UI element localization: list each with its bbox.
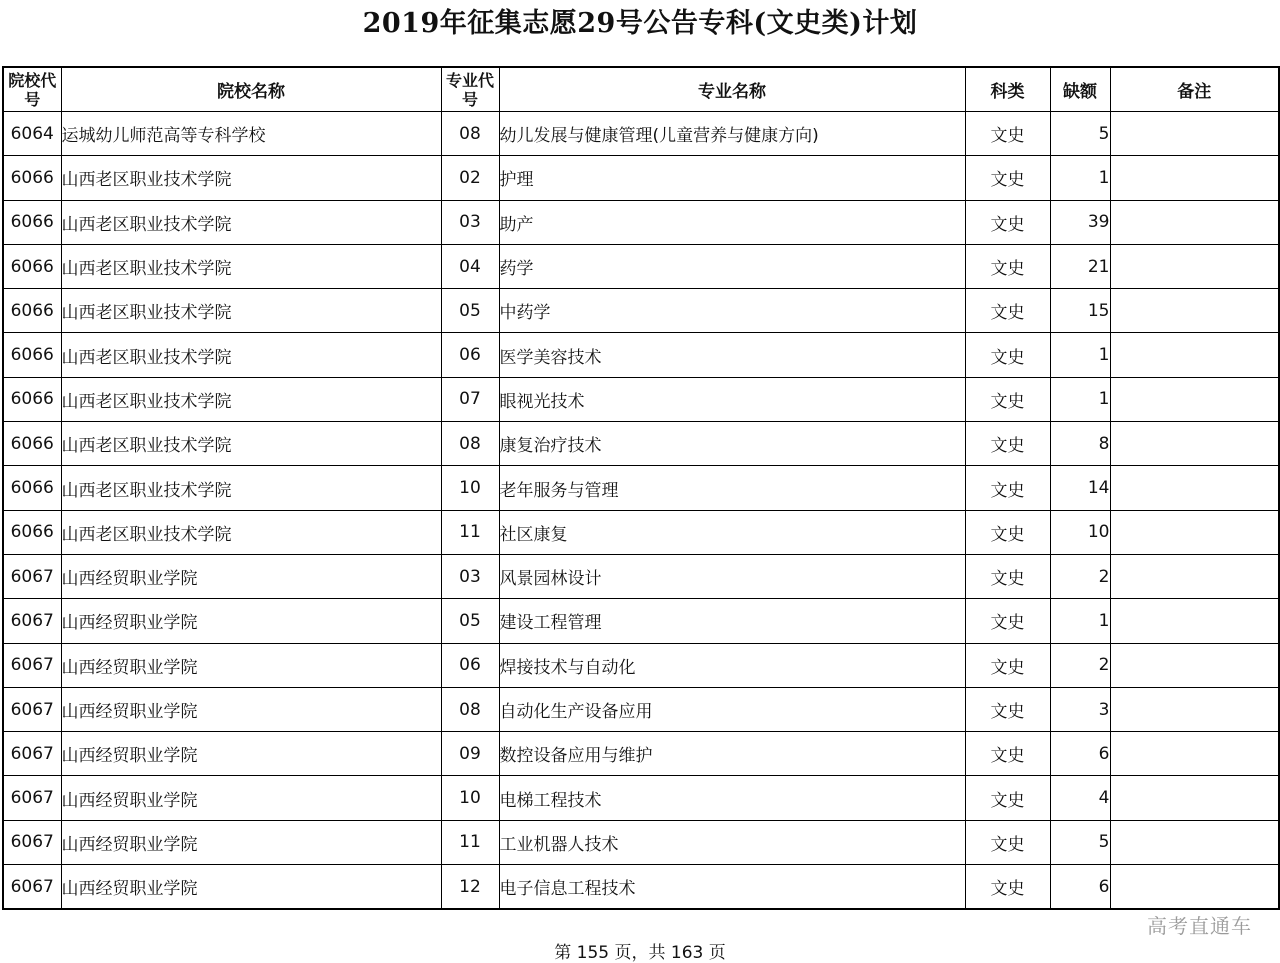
school-code-cell: 6067 xyxy=(3,643,61,687)
major-code-cell: 06 xyxy=(441,643,499,687)
school-code-cell: 6067 xyxy=(3,687,61,731)
school-code-cell: 6067 xyxy=(3,732,61,776)
major-code-cell: 04 xyxy=(441,244,499,288)
school-code-cell: 6067 xyxy=(3,865,61,910)
major-name-cell: 电子信息工程技术 xyxy=(499,865,965,910)
category-cell: 文史 xyxy=(965,554,1050,598)
school-code-cell: 6066 xyxy=(3,200,61,244)
school-code-cell: 6066 xyxy=(3,289,61,333)
category-cell: 文史 xyxy=(965,865,1050,910)
remarks-cell xyxy=(1110,244,1279,288)
major-name-cell: 幼儿发展与健康管理(儿童营养与健康方向) xyxy=(499,112,965,156)
school-name-cell: 山西经贸职业学院 xyxy=(61,599,441,643)
school-name-cell: 山西老区职业技术学院 xyxy=(61,244,441,288)
major-name-cell: 焊接技术与自动化 xyxy=(499,643,965,687)
school-name-cell: 山西老区职业技术学院 xyxy=(61,422,441,466)
header-major-code: 专业代号 xyxy=(441,67,499,112)
table-row xyxy=(3,244,1279,288)
school-code-cell: 6066 xyxy=(3,244,61,288)
school-name-cell: 山西经贸职业学院 xyxy=(61,554,441,598)
category-cell: 文史 xyxy=(965,687,1050,731)
quota-cell: 2 xyxy=(1050,554,1110,598)
page-title: 2019年征集志愿29号公告专科(文史类)计划 xyxy=(362,8,918,39)
quota-cell: 1 xyxy=(1050,377,1110,421)
quota-cell: 1 xyxy=(1050,156,1110,200)
school-code-cell: 6064 xyxy=(3,112,61,156)
quota-cell: 21 xyxy=(1050,244,1110,288)
quota-cell: 6 xyxy=(1050,732,1110,776)
major-name-cell: 康复治疗技术 xyxy=(499,422,965,466)
school-name-cell: 山西老区职业技术学院 xyxy=(61,333,441,377)
major-name-cell: 社区康复 xyxy=(499,510,965,554)
quota-cell: 8 xyxy=(1050,422,1110,466)
table-row xyxy=(3,732,1279,776)
remarks-cell xyxy=(1110,333,1279,377)
school-code-cell: 6067 xyxy=(3,776,61,820)
major-code-cell: 08 xyxy=(441,112,499,156)
category-cell: 文史 xyxy=(965,732,1050,776)
watermark-text: 高考直通车 xyxy=(1147,914,1252,938)
table-row xyxy=(3,333,1279,377)
major-name-cell: 自动化生产设备应用 xyxy=(499,687,965,731)
category-cell: 文史 xyxy=(965,466,1050,510)
remarks-cell xyxy=(1110,776,1279,820)
category-cell: 文史 xyxy=(965,510,1050,554)
school-name-cell: 山西老区职业技术学院 xyxy=(61,156,441,200)
major-name-cell: 建设工程管理 xyxy=(499,599,965,643)
table-row xyxy=(3,599,1279,643)
major-code-cell: 12 xyxy=(441,865,499,910)
major-code-cell: 09 xyxy=(441,732,499,776)
remarks-cell xyxy=(1110,510,1279,554)
category-cell: 文史 xyxy=(965,776,1050,820)
major-code-cell: 05 xyxy=(441,599,499,643)
category-cell: 文史 xyxy=(965,333,1050,377)
major-name-cell: 数控设备应用与维护 xyxy=(499,732,965,776)
quota-cell: 14 xyxy=(1050,466,1110,510)
school-code-cell: 6067 xyxy=(3,599,61,643)
remarks-cell xyxy=(1110,599,1279,643)
school-code-cell: 6066 xyxy=(3,422,61,466)
school-code-cell: 6066 xyxy=(3,466,61,510)
category-cell: 文史 xyxy=(965,156,1050,200)
school-code-cell: 6067 xyxy=(3,820,61,864)
header-remarks: 备注 xyxy=(1110,67,1279,112)
school-code-cell: 6066 xyxy=(3,333,61,377)
school-name-cell: 山西老区职业技术学院 xyxy=(61,289,441,333)
table-row xyxy=(3,865,1279,910)
school-name-cell: 山西老区职业技术学院 xyxy=(61,377,441,421)
remarks-cell xyxy=(1110,466,1279,510)
remarks-cell xyxy=(1110,200,1279,244)
school-code-cell: 6066 xyxy=(3,156,61,200)
school-name-cell: 山西经贸职业学院 xyxy=(61,687,441,731)
major-code-cell: 10 xyxy=(441,466,499,510)
major-code-cell: 05 xyxy=(441,289,499,333)
school-code-cell: 6066 xyxy=(3,510,61,554)
page-footer: 第 155 页，共 163 页 xyxy=(554,943,726,963)
header-school-name: 院校名称 xyxy=(61,67,441,112)
table-row xyxy=(3,200,1279,244)
school-code-cell: 6066 xyxy=(3,377,61,421)
major-code-cell: 03 xyxy=(441,200,499,244)
remarks-cell xyxy=(1110,422,1279,466)
quota-cell: 5 xyxy=(1050,112,1110,156)
major-name-cell: 电梯工程技术 xyxy=(499,776,965,820)
major-name-cell: 助产 xyxy=(499,200,965,244)
table-row xyxy=(3,289,1279,333)
school-name-cell: 山西老区职业技术学院 xyxy=(61,510,441,554)
category-cell: 文史 xyxy=(965,820,1050,864)
school-name-cell: 山西经贸职业学院 xyxy=(61,820,441,864)
remarks-cell xyxy=(1110,156,1279,200)
school-name-cell: 山西经贸职业学院 xyxy=(61,643,441,687)
school-name-cell: 山西经贸职业学院 xyxy=(61,732,441,776)
category-cell: 文史 xyxy=(965,200,1050,244)
table-row xyxy=(3,466,1279,510)
remarks-cell xyxy=(1110,732,1279,776)
major-name-cell: 药学 xyxy=(499,244,965,288)
plan-table-body xyxy=(3,112,1279,910)
category-cell: 文史 xyxy=(965,244,1050,288)
major-name-cell: 老年服务与管理 xyxy=(499,466,965,510)
table-row xyxy=(3,422,1279,466)
category-cell: 文史 xyxy=(965,377,1050,421)
remarks-cell xyxy=(1110,377,1279,421)
category-cell: 文史 xyxy=(965,289,1050,333)
major-code-cell: 11 xyxy=(441,820,499,864)
school-name-cell: 山西老区职业技术学院 xyxy=(61,466,441,510)
table-row xyxy=(3,377,1279,421)
major-code-cell: 07 xyxy=(441,377,499,421)
major-code-cell: 11 xyxy=(441,510,499,554)
remarks-cell xyxy=(1110,554,1279,598)
quota-cell: 15 xyxy=(1050,289,1110,333)
major-name-cell: 医学美容技术 xyxy=(499,333,965,377)
header-row xyxy=(3,67,1279,112)
header-quota: 缺额 xyxy=(1050,67,1110,112)
quota-cell: 4 xyxy=(1050,776,1110,820)
plan-table xyxy=(2,66,1280,910)
remarks-cell xyxy=(1110,865,1279,910)
remarks-cell xyxy=(1110,112,1279,156)
major-code-cell: 08 xyxy=(441,687,499,731)
major-code-cell: 06 xyxy=(441,333,499,377)
header-major-name: 专业名称 xyxy=(499,67,965,112)
major-code-cell: 08 xyxy=(441,422,499,466)
table-row xyxy=(3,820,1279,864)
school-code-cell: 6067 xyxy=(3,554,61,598)
category-cell: 文史 xyxy=(965,599,1050,643)
school-name-cell: 山西经贸职业学院 xyxy=(61,776,441,820)
major-name-cell: 风景园林设计 xyxy=(499,554,965,598)
table-row xyxy=(3,643,1279,687)
table-row xyxy=(3,510,1279,554)
quota-cell: 3 xyxy=(1050,687,1110,731)
major-name-cell: 护理 xyxy=(499,156,965,200)
table-row xyxy=(3,112,1279,156)
category-cell: 文史 xyxy=(965,643,1050,687)
school-name-cell: 山西老区职业技术学院 xyxy=(61,200,441,244)
major-name-cell: 中药学 xyxy=(499,289,965,333)
quota-cell: 5 xyxy=(1050,820,1110,864)
header-school-code: 院校代号 xyxy=(3,67,61,112)
table-row xyxy=(3,156,1279,200)
quota-cell: 1 xyxy=(1050,333,1110,377)
quota-cell: 6 xyxy=(1050,865,1110,910)
major-code-cell: 02 xyxy=(441,156,499,200)
major-code-cell: 03 xyxy=(441,554,499,598)
major-name-cell: 眼视光技术 xyxy=(499,377,965,421)
major-code-cell: 10 xyxy=(441,776,499,820)
remarks-cell xyxy=(1110,820,1279,864)
remarks-cell xyxy=(1110,687,1279,731)
remarks-cell xyxy=(1110,289,1279,333)
quota-cell: 39 xyxy=(1050,200,1110,244)
quota-cell: 1 xyxy=(1050,599,1110,643)
quota-cell: 2 xyxy=(1050,643,1110,687)
major-name-cell: 工业机器人技术 xyxy=(499,820,965,864)
category-cell: 文史 xyxy=(965,422,1050,466)
header-category: 科类 xyxy=(965,67,1050,112)
remarks-cell xyxy=(1110,643,1279,687)
quota-cell: 10 xyxy=(1050,510,1110,554)
table-row xyxy=(3,776,1279,820)
school-name-cell: 山西经贸职业学院 xyxy=(61,865,441,910)
school-name-cell: 运城幼儿师范高等专科学校 xyxy=(61,112,441,156)
table-row xyxy=(3,554,1279,598)
table-row xyxy=(3,687,1279,731)
category-cell: 文史 xyxy=(965,112,1050,156)
